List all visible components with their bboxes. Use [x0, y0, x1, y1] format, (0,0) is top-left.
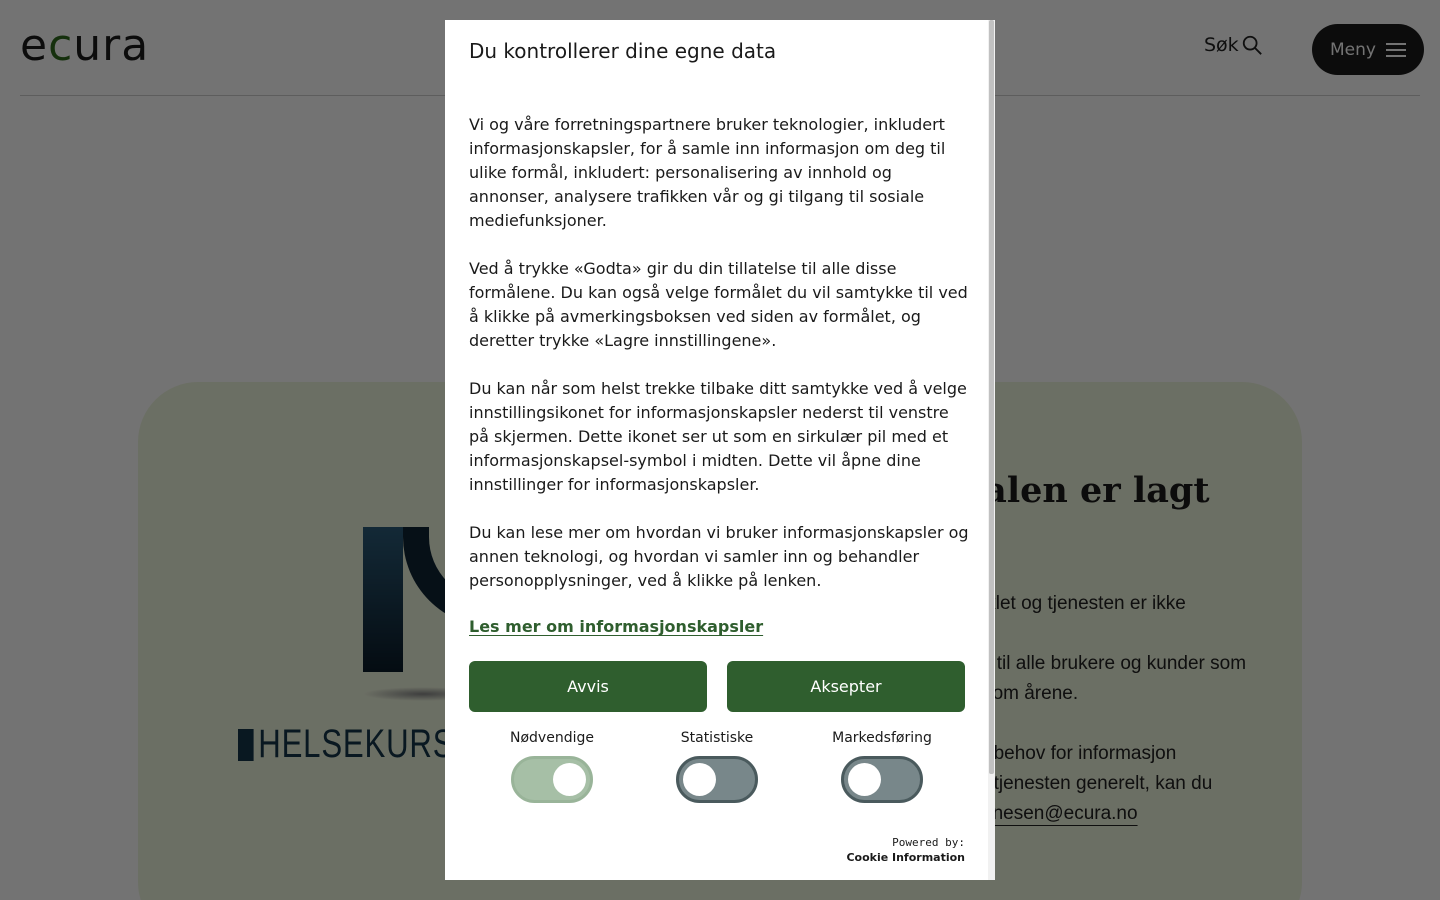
scrollbar-thumb[interactable]: [989, 20, 994, 774]
toggle-label-necessary: Nødvendige: [510, 730, 594, 746]
toggle-label-marketing: Markedsføring: [832, 730, 932, 746]
deny-button[interactable]: Avvis: [469, 661, 707, 712]
toggle-label-statistics: Statistiske: [680, 730, 754, 746]
accept-button[interactable]: Aksepter: [727, 661, 965, 712]
dialog-paragraph: Du kan lese mer om hvordan vi bruker informasjonskapsler og annen teknologi, og hvordan vi samler inn og behandler personopplysninger, ved å klikke på lenken.: [469, 523, 969, 590]
powered-by: [846, 835, 965, 865]
toggle-knob: [683, 763, 716, 796]
toggle-marketing[interactable]: [841, 756, 923, 803]
cookie-info-link[interactable]: Les mer om informasjonskapsler: [469, 617, 764, 636]
toggle-knob: [553, 763, 586, 796]
toggle-group-statistics: [647, 729, 787, 803]
toggle-group-necessary: [482, 729, 622, 803]
toggle-group-marketing: [812, 729, 952, 803]
dialog-body: [469, 113, 969, 617]
toggle-statistics[interactable]: [676, 756, 758, 803]
powered-by-brand[interactable]: Cookie Information: [846, 851, 965, 864]
dialog-title: Du kontrollerer dine egne data: [469, 39, 777, 63]
toggle-necessary[interactable]: [511, 756, 593, 803]
dialog-paragraph: Du kan når som helst trekke tilbake ditt samtykke ved å velge innstillingsikonet for informasjonskapsler nederst til venstre på skjermen. Dette ikonet ser ut som en sirkulær pil med et informasjonskapsel-symbol i midten. Dette vil åpne dine innstillinger for informasjonskapsler.: [469, 379, 967, 494]
dialog-paragraph: Ved å trykke «Godta» gir du din tillatelse til alle disse formålene. Du kan også velge formålet du vil samtykke til ved å klikke på avmerkingsboksen ved siden av formålet, og deretter trykke «Lagre innstillingene».: [469, 259, 968, 350]
toggle-knob: [848, 763, 881, 796]
dialog-scrollbar[interactable]: [988, 20, 995, 880]
powered-by-label: Powered by:: [892, 836, 965, 849]
cookie-consent-dialog: [445, 20, 995, 880]
dialog-paragraph: Vi og våre forretningspartnere bruker teknologier, inkludert informasjonskapsler, for å samle inn informasjon om deg til ulike formål, inkludert: personalisering av innhold og annonser, analysere trafikken vår og gi tilgang til sosiale mediefunksjoner.: [469, 115, 946, 230]
